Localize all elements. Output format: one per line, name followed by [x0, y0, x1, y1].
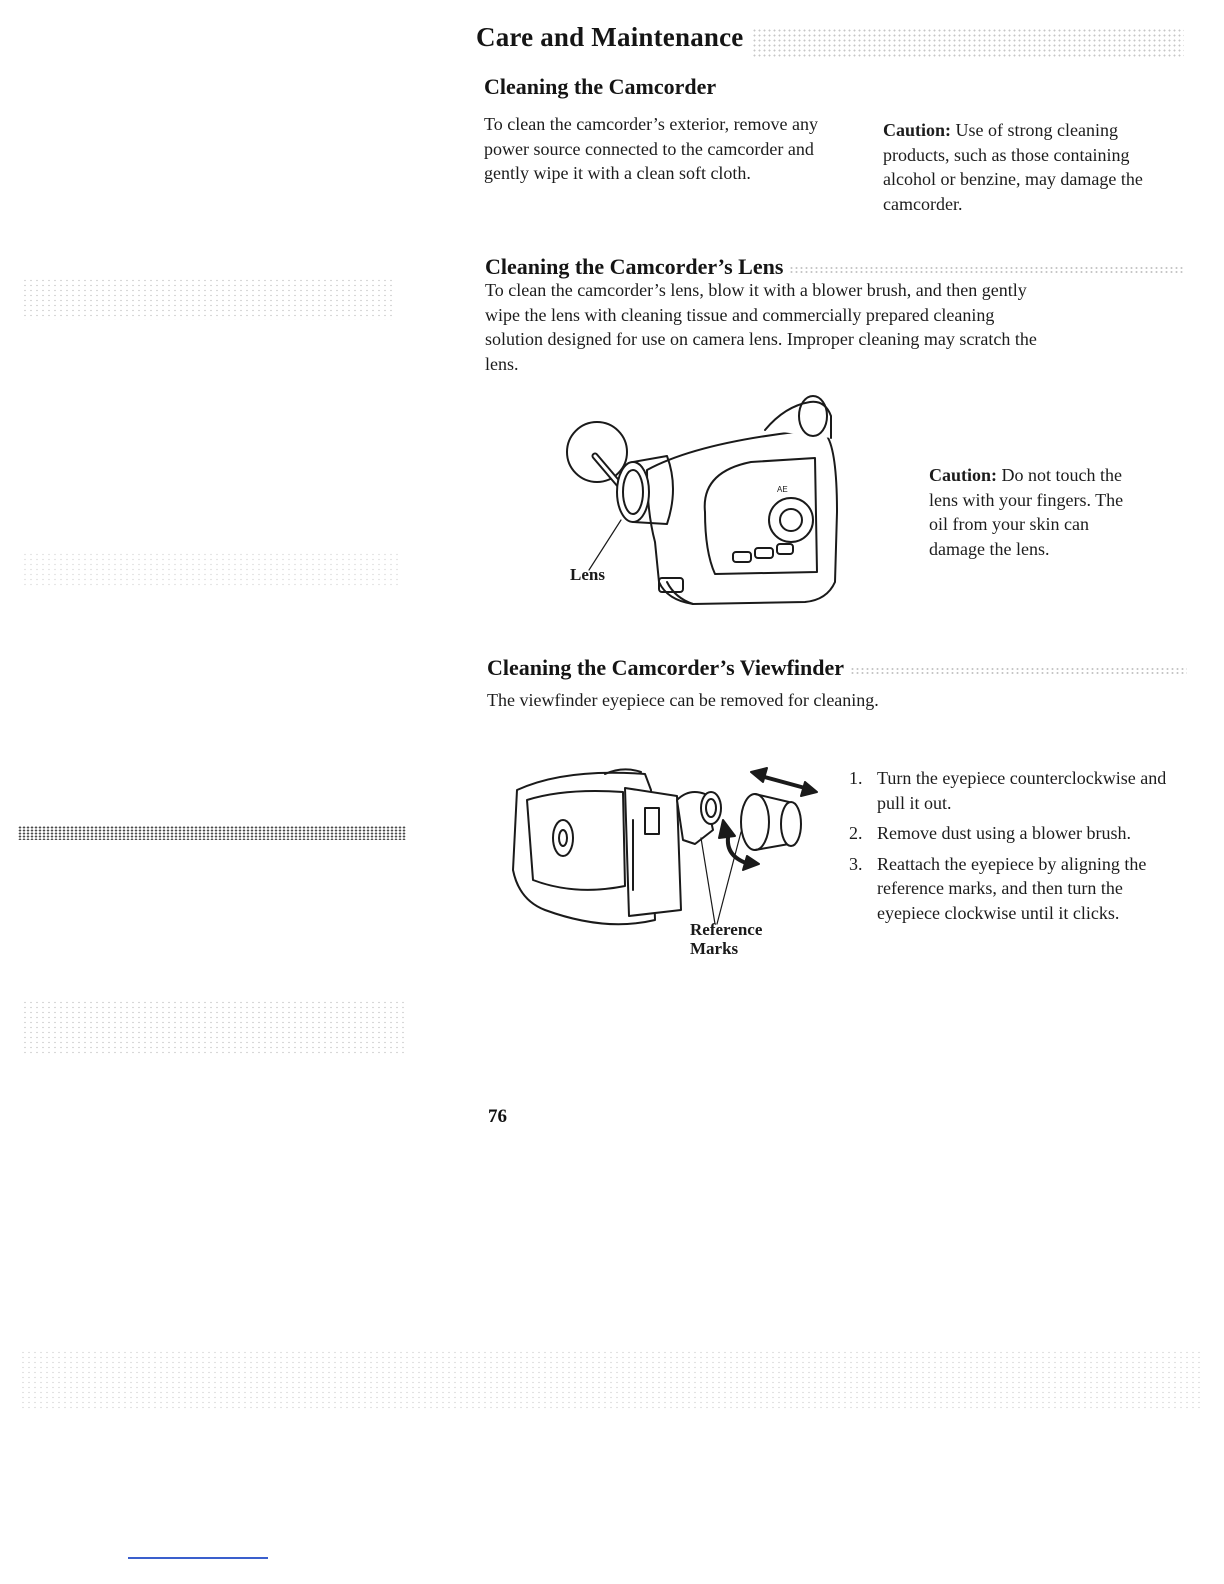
- section-heading: Cleaning the Camcorder: [484, 74, 717, 99]
- page-title: Care and Maintenance: [476, 22, 744, 52]
- heading-rule: [789, 266, 1185, 274]
- step-text: Turn the eyepiece counterclockwise and pull it out.: [877, 768, 1167, 813]
- svg-text:AE: AE: [777, 485, 788, 494]
- footer-rule: [128, 1557, 268, 1559]
- section-heading: Cleaning the Camcorder’s Lens: [485, 254, 784, 279]
- caution-label: Caution:: [929, 465, 998, 485]
- step-number: 2.: [849, 823, 863, 843]
- step-text: Remove dust using a blower brush.: [877, 823, 1131, 843]
- list-item: [849, 821, 1184, 846]
- viewfinder-eyepiece-illustration: [505, 760, 840, 935]
- scan-bar-decoration: [18, 826, 406, 840]
- reference-marks-label-line1: Reference: [690, 920, 763, 939]
- list-item: [849, 766, 1184, 815]
- lens-caution: [929, 463, 1144, 561]
- section-lens: [485, 254, 1185, 280]
- section-viewfinder: [487, 655, 1187, 681]
- steps-list: [849, 766, 1184, 925]
- scan-noise-decoration: [22, 278, 392, 320]
- step-number: 1.: [849, 768, 863, 788]
- heading-rule: [850, 667, 1187, 675]
- section-heading: Cleaning the Camcorder’s Viewfinder: [487, 655, 845, 680]
- title-halftone-decoration: [752, 28, 1184, 58]
- viewfinder-steps: [849, 766, 1184, 931]
- viewfinder-body-text: The viewfinder eyepiece can be removed for cleaning.: [487, 690, 879, 710]
- lens-figure-label: Lens: [570, 565, 605, 584]
- reference-marks-label: [690, 920, 762, 958]
- step-text: Reattach the eyepiece by aligning the reference marks, and then turn the eyepiece clockwise until it clicks.: [877, 853, 1147, 923]
- caution-text: Do not touch the lens with your fingers. The oil from your skin can damage the lens.: [929, 465, 1124, 559]
- page-number: 76: [488, 1106, 507, 1127]
- lens-body-text: To clean the camcorder’s lens, blow it with a blower brush, and then gently wipe the lens with cleaning tissue and commercially prepared cleaning solution designed for use on camera lens. Improper cleaning may scratch the lens.: [485, 280, 1037, 374]
- caution-label: Caution:: [883, 120, 952, 140]
- scan-noise-decoration: [20, 1350, 1200, 1410]
- scan-noise-decoration: [22, 1000, 406, 1056]
- reference-marks-label-line2: Marks: [690, 939, 739, 958]
- caution-text: Use of strong cleaning products, such as those containing alcohol or benzine, may damage the camcorder.: [883, 120, 1143, 214]
- camcorder-caution: [883, 118, 1165, 216]
- camcorder-body-text: To clean the camcorder’s exterior, remove any power source connected to the camcorder and gently wipe it with a clean soft cloth.: [484, 114, 819, 183]
- list-item: [849, 852, 1184, 926]
- section-camcorder: [484, 74, 1184, 100]
- step-number: 3.: [849, 853, 863, 874]
- scan-noise-decoration: [22, 552, 402, 588]
